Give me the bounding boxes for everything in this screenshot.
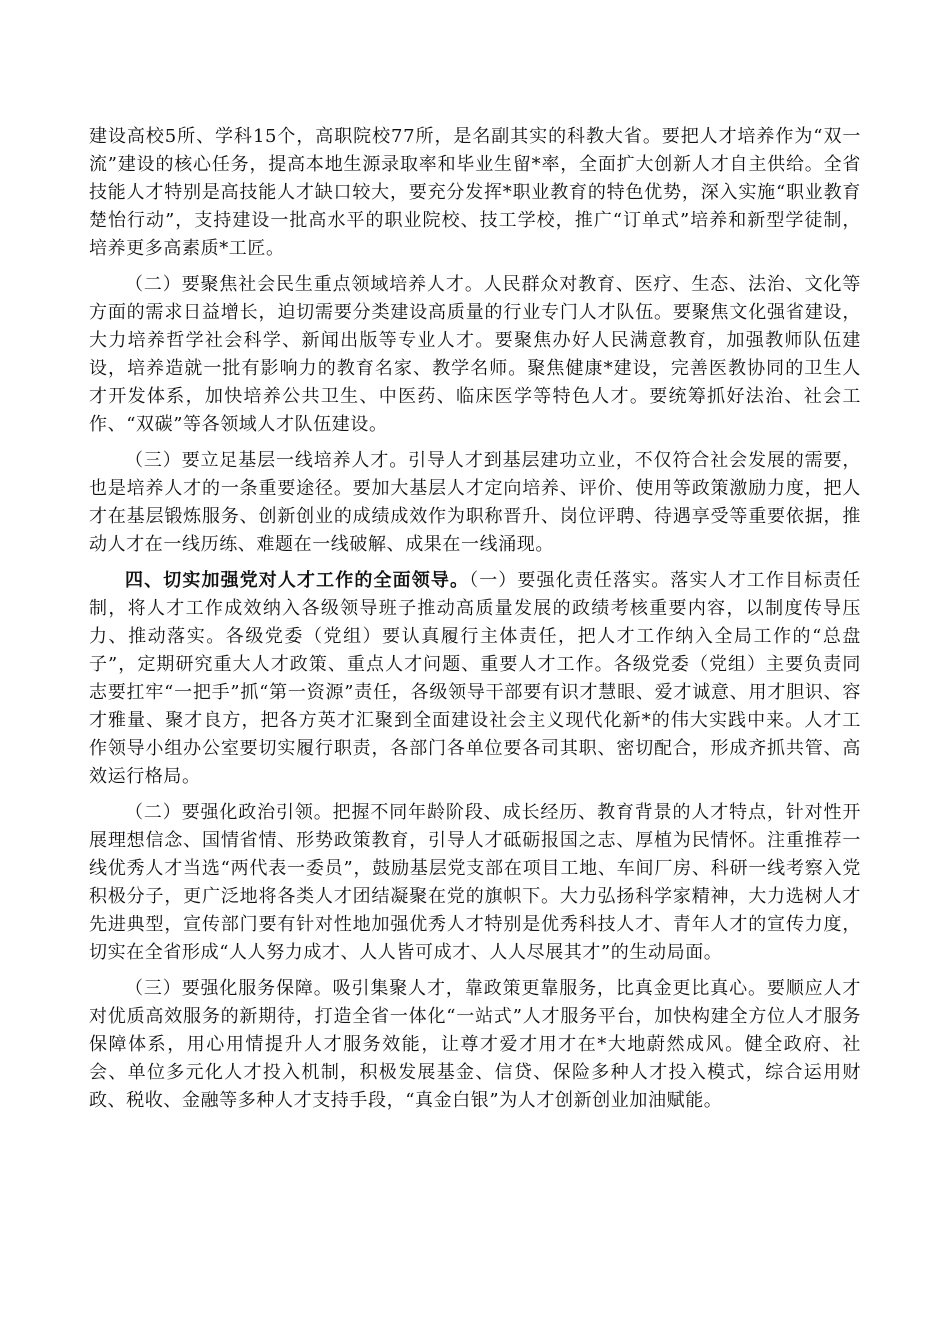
paragraph-section-four: [89, 567, 861, 791]
paragraph-text: （二）要聚焦社会民生重点领域培养人才。人民群众对教育、医疗、生态、法治、文化等方面的需求日益增长，迫切需要分类建设高质量的行业专门人才队伍。要聚焦文化强省建设，大力培养哲学社会科学、新闻出版等专业人才。要聚焦办好人民满意教育，加强教师队伍建设，培养造就一批有影响力的教育名家、教学名师。聚焦健康*建设，完善医教协同的卫生人才开发体系，加快培养公共卫生、中医药、临床医学等特色人才。要统筹抓好法治、社会工作、“双碳”等各领域人才队伍建设。: [89, 274, 861, 435]
paragraph-social-livelihood: [89, 271, 861, 439]
paragraph-continuation: [89, 123, 861, 263]
paragraph-text: （三）要立足基层一线培养人才。引导人才到基层建功立业，不仅符合社会发展的需要，也是培养人才的一条重要途径。要加大基层人才定向培养、评价、使用等政策激励力度，把人才在基层锻炼服务、创新创业的成绩成效作为职称晋升、岗位评聘、待遇享受等重要依据，推动人才在一线历练、难题在一线破解、成果在一线涌现。: [89, 450, 861, 555]
paragraph-text: 建设高校5所、学科15个，高职院校77所，是名副其实的科教大省。要把人才培养作为“双一流”建设的核心任务，提高本地生源录取率和毕业生留*率，全面扩大创新人才自主供给。全省技能人才特别是高技能人才缺口较大，要充分发挥*职业教育的特色优势，深入实施“职业教育楚怡行动”，支持建设一批高水平的职业院校、技工学校，推广“订单式”培养和新型学徒制，培养更多高素质*工匠。: [89, 126, 861, 259]
paragraph-service-guarantee: [89, 975, 861, 1115]
section-heading: 四、切实加强党对人才工作的全面领导。: [125, 570, 470, 591]
paragraph-political-guidance: [89, 799, 861, 967]
paragraph-text: （三）要强化服务保障。吸引集聚人才，靠政策更靠服务，比真金更比真心。要顺应人才对优质高效服务的新期待，打造全省一体化“一站式”人才服务平台，加快构建全方位人才服务保障体系，用心用情提升人才服务效能，让尊才爱才用才在*大地蔚然成风。健全政府、社会、单位多元化人才投入机制，积极发展基金、信贷、保险多种人才投入模式，综合运用财政、税收、金融等多种人才支持手段，“真金白银”为人才创新创业加油赋能。: [89, 978, 861, 1111]
paragraph-grassroots: [89, 447, 861, 559]
paragraph-text: （一）要强化责任落实。落实人才工作目标责任制，将人才工作成效纳入各级领导班子推动高质量发展的政绩考核重要内容，以制度传导压力、推动落实。各级党委（党组）要认真履行主体责任，把人才工作纳入全局工作的“总盘子”，定期研究重大人才政策、重点人才问题、重要人才工作。各级党委（党组）主要负责同志要扛牢“一把手”抓“第一资源”责任，各级领导干部要有识才慧眼、爱才诚意、用才胆识、容才雅量、聚才良方，把各方英才汇聚到全面建设社会主义现代化新*的伟大实践中来。人才工作领导小组办公室要切实履行职责，各部门各单位要各司其职、密切配合，形成齐抓共管、高效运行格局。: [89, 570, 861, 787]
document-body: [89, 123, 861, 1123]
paragraph-text: （二）要强化政治引领。把握不同年龄阶段、成长经历、教育背景的人才特点，针对性开展理想信念、国情省情、形势政策教育，引导人才砥砺报国之志、厚植为民情怀。注重推荐一线优秀人才当选“两代表一委员”，鼓励基层党支部在项目工地、车间厂房、科研一线考察入党积极分子，更广泛地将各类人才团结凝聚在党的旗帜下。大力弘扬科学家精神，大力选树人才先进典型，宣传部门要有针对性地加强优秀人才特别是优秀科技人才、青年人才的宣传力度，切实在全省形成“人人努力成才、人人皆可成才、人人尽展其才”的生动局面。: [89, 802, 861, 963]
